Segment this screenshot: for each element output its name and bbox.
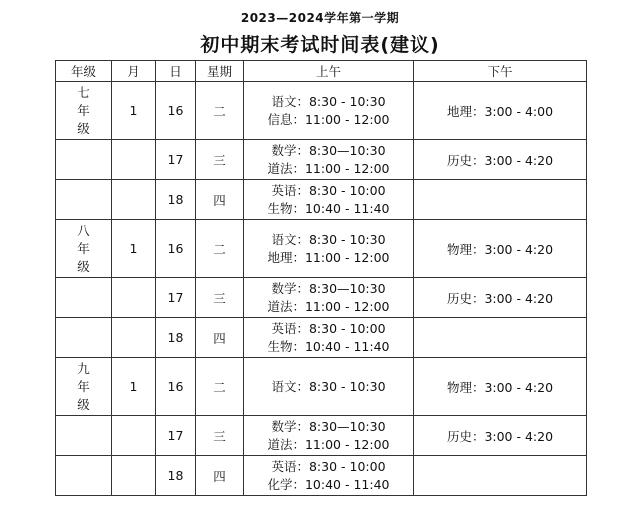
day-cell: 18 <box>156 180 196 220</box>
morning-exam: 数学：8:30—10:30 <box>271 418 386 434</box>
table-row <box>56 140 587 180</box>
morning-exam: 英语：8:30 - 10:00 <box>271 458 386 474</box>
day-cell: 17 <box>156 278 196 318</box>
grade-char: 七 <box>77 84 90 100</box>
morning-exam: 道法：11:00 - 12:00 <box>267 436 390 452</box>
weekday-cell: 四 <box>196 318 244 358</box>
grade-cell <box>56 416 112 456</box>
afternoon-cell <box>414 318 587 358</box>
morning-exam: 生物：10:40 - 11:40 <box>267 200 390 216</box>
grade-char: 级 <box>77 396 90 412</box>
month-cell <box>112 278 156 318</box>
grade-cell <box>56 278 112 318</box>
exam-schedule-table <box>55 60 587 496</box>
afternoon-cell: 物理：3:00 - 4:20 <box>414 358 587 416</box>
afternoon-cell: 历史：3:00 - 4:20 <box>414 278 587 318</box>
table-row <box>56 358 587 416</box>
month-cell <box>112 416 156 456</box>
morning-exam: 语文：8:30 - 10:30 <box>271 93 386 109</box>
table-row <box>56 456 587 496</box>
day-cell: 18 <box>156 456 196 496</box>
day-cell: 16 <box>156 358 196 416</box>
header-afternoon: 下午 <box>414 61 587 82</box>
day-cell: 17 <box>156 140 196 180</box>
grade-char: 八 <box>77 222 90 238</box>
weekday-cell: 二 <box>196 220 244 278</box>
month-cell: 1 <box>112 358 156 416</box>
month-cell <box>112 180 156 220</box>
table-row <box>56 278 587 318</box>
weekday-cell: 三 <box>196 140 244 180</box>
weekday-cell: 三 <box>196 278 244 318</box>
table-header-row <box>56 61 587 82</box>
morning-cell <box>244 180 414 220</box>
header-day: 日 <box>156 61 196 82</box>
table-row <box>56 180 587 220</box>
month-cell <box>112 140 156 180</box>
morning-exam: 数学：8:30—10:30 <box>271 280 386 296</box>
morning-exam: 语文：8:30 - 10:30 <box>271 231 386 247</box>
morning-cell <box>244 140 414 180</box>
morning-exam: 地理：11:00 - 12:00 <box>267 249 390 265</box>
grade-char: 级 <box>77 258 90 274</box>
grade-cell <box>56 180 112 220</box>
grade-cell <box>56 140 112 180</box>
month-cell: 1 <box>112 82 156 140</box>
grade-char: 年 <box>77 378 90 394</box>
weekday-cell: 二 <box>196 82 244 140</box>
morning-cell <box>244 358 414 416</box>
grade-char: 年 <box>77 240 90 256</box>
weekday-cell: 四 <box>196 180 244 220</box>
table-row <box>56 318 587 358</box>
morning-cell <box>244 416 414 456</box>
table-row <box>56 220 587 278</box>
morning-exam: 化学：10:40 - 11:40 <box>267 476 390 492</box>
header-morning: 上午 <box>244 61 414 82</box>
morning-cell <box>244 82 414 140</box>
day-cell: 16 <box>156 82 196 140</box>
semester-subtitle: 2023—2024学年第一学期 <box>240 11 400 25</box>
afternoon-cell: 地理：3:00 - 4:00 <box>414 82 587 140</box>
month-cell: 1 <box>112 220 156 278</box>
table-row <box>56 82 587 140</box>
afternoon-cell: 历史：3:00 - 4:20 <box>414 416 587 456</box>
morning-exam: 英语：8:30 - 10:00 <box>271 320 386 336</box>
morning-exam: 道法：11:00 - 12:00 <box>267 298 390 314</box>
grade-char: 九 <box>77 360 90 376</box>
grade-cell <box>56 456 112 496</box>
month-cell <box>112 456 156 496</box>
morning-cell <box>244 456 414 496</box>
morning-exam: 英语：8:30 - 10:00 <box>271 182 386 198</box>
header-weekday: 星期 <box>196 61 244 82</box>
header-grade: 年级 <box>56 61 112 82</box>
day-cell: 16 <box>156 220 196 278</box>
afternoon-cell: 物理：3:00 - 4:20 <box>414 220 587 278</box>
morning-exam: 信息：11:00 - 12:00 <box>267 111 390 127</box>
header-month: 月 <box>112 61 156 82</box>
morning-cell <box>244 220 414 278</box>
month-cell <box>112 318 156 358</box>
page-title: 初中期末考试时间表(建议) <box>200 34 440 56</box>
morning-exam: 生物：10:40 - 11:40 <box>267 338 390 354</box>
morning-cell <box>244 318 414 358</box>
morning-exam: 道法：11:00 - 12:00 <box>267 160 390 176</box>
grade-cell <box>56 318 112 358</box>
grade-cell <box>56 220 112 278</box>
grade-char: 级 <box>77 120 90 136</box>
weekday-cell: 二 <box>196 358 244 416</box>
day-cell: 18 <box>156 318 196 358</box>
table-row <box>56 416 587 456</box>
grade-cell <box>56 358 112 416</box>
grade-char: 年 <box>77 102 90 118</box>
weekday-cell: 三 <box>196 416 244 456</box>
morning-exam: 语文：8:30 - 10:30 <box>271 378 386 394</box>
morning-exam: 数学：8:30—10:30 <box>271 142 386 158</box>
afternoon-cell <box>414 456 587 496</box>
afternoon-cell: 历史：3:00 - 4:20 <box>414 140 587 180</box>
day-cell: 17 <box>156 416 196 456</box>
afternoon-cell <box>414 180 587 220</box>
weekday-cell: 四 <box>196 456 244 496</box>
grade-cell <box>56 82 112 140</box>
morning-cell <box>244 278 414 318</box>
